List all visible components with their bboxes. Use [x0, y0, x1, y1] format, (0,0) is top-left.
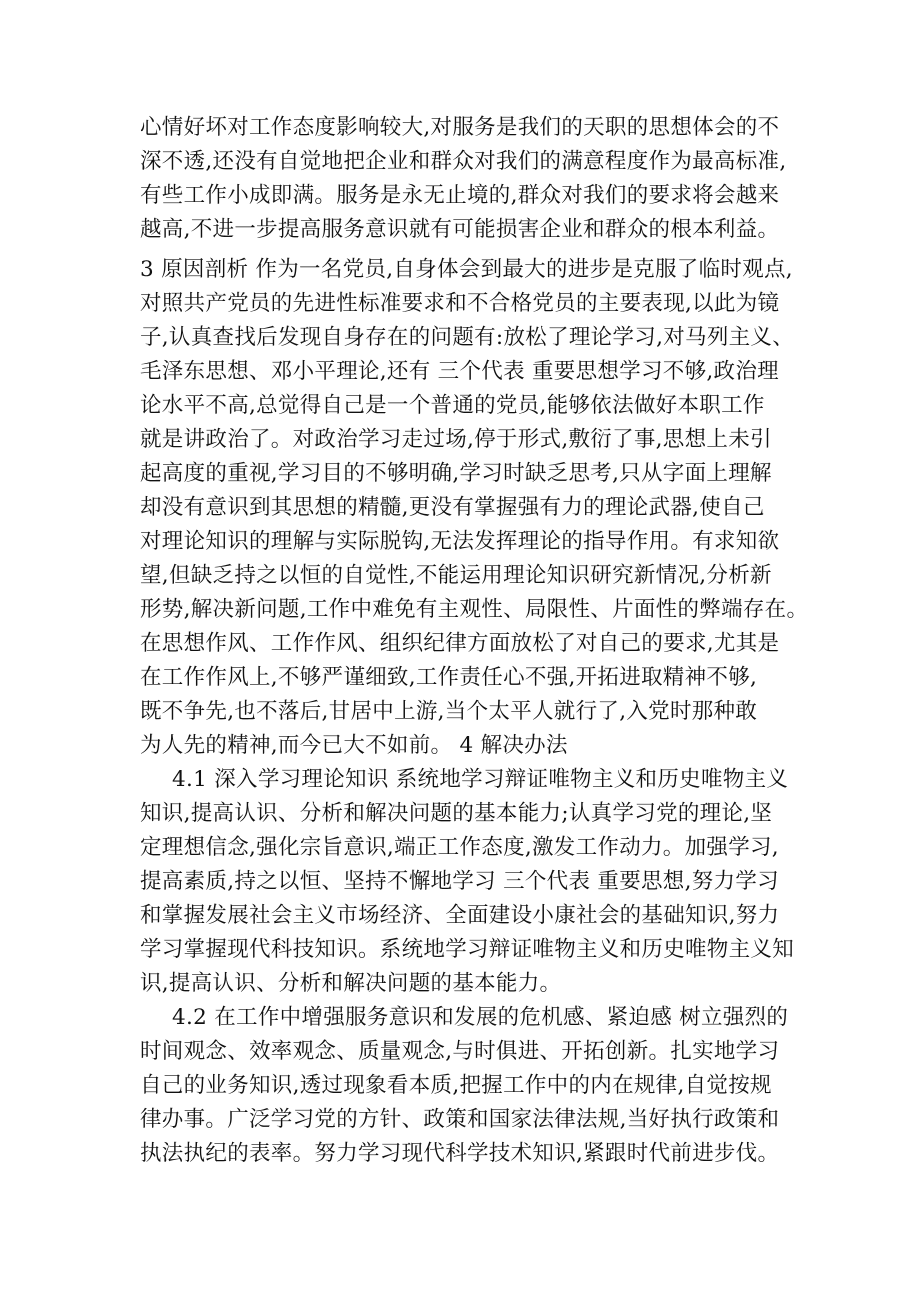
body-text-line: 在思想作风、工作作风、组织纪律方面放松了对自己的要求,尤其是	[140, 631, 780, 656]
body-text-line: 毛泽东思想、邓小平理论,还有 三个代表 重要思想学习不够,政治理	[140, 359, 779, 384]
body-text-line: 起高度的重视,学习目的不够明确,学习时缺乏思考,只从字面上理解	[140, 461, 772, 486]
body-text-line: 子,认真查找后发现自身存在的问题有:放松了理论学习,对马列主义、	[140, 325, 795, 350]
body-text-line: 学习掌握现代科技知识。系统地学习辩证唯物主义和历史唯物主义知	[140, 937, 795, 962]
section-4-heading-line: 为人先的精神,而今已大不如前。 4 解决办法	[140, 733, 568, 758]
body-text-line: 在工作作风上,不够严谨细致,工作责任心不强,开拓进取精神不够,	[140, 665, 758, 690]
body-text-line: 有些工作小成即满。服务是永无止境的,群众对我们的要求将会越来	[140, 183, 780, 208]
body-text-line: 对理论知识的理解与实际脱钩,无法发挥理论的指导作用。有求知欲	[140, 529, 780, 554]
body-text-line: 定理想信念,强化宗旨意识,端正工作态度,激发工作动力。加强学习,	[140, 835, 779, 860]
body-text-line: 就是讲政治了。对政治学习走过场,停于形式,敷衍了事,思想上未引	[140, 427, 772, 452]
subsection-4-1-heading-line: 4.1 深入学习理论知识 系统地学习辩证唯物主义和历史唯物主义	[172, 767, 789, 792]
body-text-line: 对照共产党员的先进性标准要求和不合格党员的主要表现,以此为镜	[140, 291, 780, 316]
body-text-line: 既不争先,也不落后,甘居中上游,当个太平人就行了,入党时那种敢	[140, 699, 758, 724]
body-text-line: 深不透,还没有自觉地把企业和群众对我们的满意程度作为最高标准,	[140, 149, 787, 174]
body-text-line: 和掌握发展社会主义市场经济、全面建设小康社会的基础知识,努力	[140, 903, 780, 928]
body-text-line: 论水平不高,总觉得自己是一个普通的党员,能够依法做好本职工作	[140, 393, 765, 418]
body-text-line: 望,但缺乏持之以恒的自觉性,不能运用理论知识研究新情况,分析新	[140, 563, 772, 588]
section-3-heading-line: 3 原因剖析 作为一名党员,自身体会到最大的进步是克服了临时观点,	[140, 257, 793, 282]
subsection-4-2-heading-line: 4.2 在工作中增强服务意识和发展的危机感、紧迫感 树立强烈的	[172, 1005, 789, 1030]
body-text-line: 执法执纪的表率。努力学习现代科学技术知识,紧跟时代前进步伐。	[140, 1141, 780, 1166]
body-text-line: 识,提高认识、分析和解决问题的基本能力。	[140, 971, 562, 996]
body-text-line: 自己的业务知识,透过现象看本质,把握工作中的内在规律,自觉按规	[140, 1073, 772, 1098]
body-text-line: 却没有意识到其思想的精髓,更没有掌握强有力的理论武器,使自己	[140, 495, 765, 520]
body-text-line: 知识,提高认识、分析和解决问题的基本能力;认真学习党的理论,坚	[140, 801, 773, 826]
body-text-line: 越高,不进一步提高服务意识就有可能损害企业和群众的根本利益。	[140, 217, 780, 242]
body-text-line: 律办事。广泛学习党的方针、政策和国家法律法规,当好执行政策和	[140, 1107, 780, 1132]
body-text-line: 时间观念、效率观念、质量观念,与时俱进、开拓创新。扎实地学习	[140, 1039, 780, 1064]
body-text-line: 心情好坏对工作态度影响较大,对服务是我们的天职的思想体会的不	[140, 115, 780, 140]
body-text-line: 提高素质,持之以恒、坚持不懈地学习 三个代表 重要思想,努力学习	[140, 869, 779, 894]
body-text-line: 形势,解决新问题,工作中难免有主观性、局限性、片面性的弊端存在。	[140, 597, 809, 622]
